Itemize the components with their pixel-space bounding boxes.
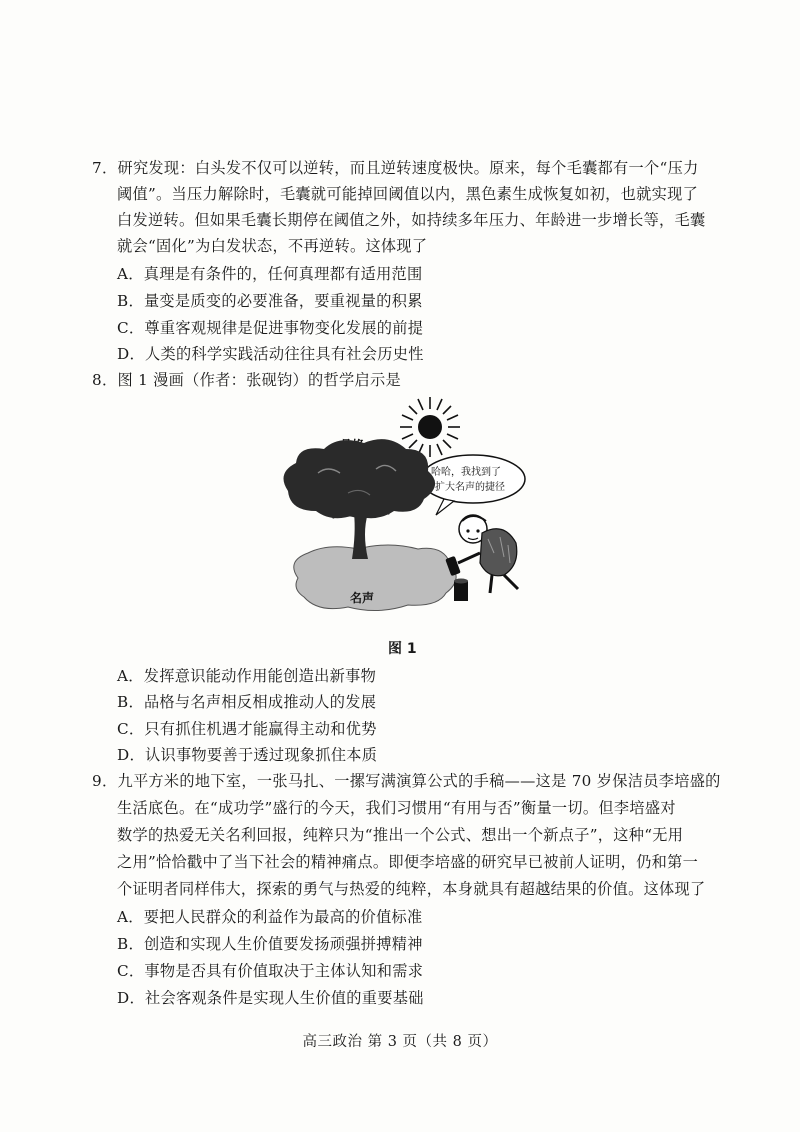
q8-stem: 8．图 1 漫画（作者：张砚钧）的哲学启示是 — [92, 371, 401, 389]
speech-line-1: 哈哈，我找到了 — [431, 467, 501, 478]
shadow-reputation — [294, 545, 456, 611]
speech-line-2: 扩大名声的捷径 — [435, 482, 505, 493]
q8-option-d: D．认识事物要善于透过现象抓住本质 — [117, 746, 378, 764]
label-reputation: 名声 — [350, 591, 375, 605]
q7-option-a: A．真理是有条件的，任何真理都有适用范围 — [117, 265, 423, 283]
q7-option-d: D．人类的科学实践活动往往具有社会历史性 — [117, 345, 424, 363]
q9-option-b: B．创造和实现人生价值要发扬顽强拼搏精神 — [117, 935, 423, 953]
figure-caption: 图 1 — [388, 641, 417, 657]
q9-line-2: 生活底色。在“成功学”盛行的今天，我们习惯用“有用与否”衡量一切。但李培盛对 — [117, 799, 676, 817]
q7-option-c: C．尊重客观规律是促进事物变化发展的前提 — [117, 319, 424, 337]
q9-line-1: 9．九平方米的地下室，一张马扎、一摞写满演算公式的手稿——这是 70 岁保洁员李培盛的 — [92, 772, 721, 790]
q8-option-c: C．只有抓住机遇才能赢得主动和优势 — [117, 720, 377, 738]
sun-icon — [400, 397, 460, 457]
q9-option-a: A．要把人民群众的利益作为最高的价值标准 — [117, 908, 423, 926]
cartoon-figure — [268, 393, 538, 625]
q9-option-d: D．社会客观条件是实现人生价值的重要基础 — [117, 989, 424, 1007]
q9-option-c: C．事物是否具有价值取决于主体认知和需求 — [117, 962, 424, 980]
q7-line-4: 就会“固化”为白发状态，不再逆转。这体现了 — [117, 237, 428, 255]
q7-option-b: B．量变是质变的必要准备，要重视量的积累 — [117, 292, 423, 310]
q7-line-2: 阈值”。当压力解除时，毛囊就可能掉回阈值以内，黑色素生成恢复如初，也就实现了 — [117, 185, 699, 203]
page-footer: 高三政治 第 3 页（共 8 页） — [302, 1034, 498, 1050]
q8-option-b: B．品格与名声相反相成推动人的发展 — [117, 693, 377, 711]
q9-line-5: 个证明者同样伟大，探索的勇气与热爱的纯粹，本身就具有超越结果的价值。这体现了 — [117, 880, 706, 898]
q7-line-3: 白发逆转。但如果毛囊长期停在阈值之外，如持续多年压力、年龄进一步增长等，毛囊 — [117, 211, 706, 229]
q9-line-3: 数学的热爱无关名利回报，纯粹只为“推出一个公式、想出一个新点子”，这种“无用 — [117, 826, 684, 844]
paint-bucket-icon — [454, 579, 468, 602]
q8-option-a: A．发挥意识能动作用能创造出新事物 — [117, 667, 377, 685]
q7-line-1: 7．研究发现：白头发不仅可以逆转，而且逆转速度极快。原来，每个毛囊都有一个“压力 — [92, 159, 699, 177]
q9-line-4: 之用”恰恰戳中了当下社会的精神痛点。即便李培盛的研究早已被前人证明，仍和第一 — [117, 853, 699, 871]
tree-icon — [284, 439, 436, 559]
speech-bubble — [421, 455, 525, 515]
